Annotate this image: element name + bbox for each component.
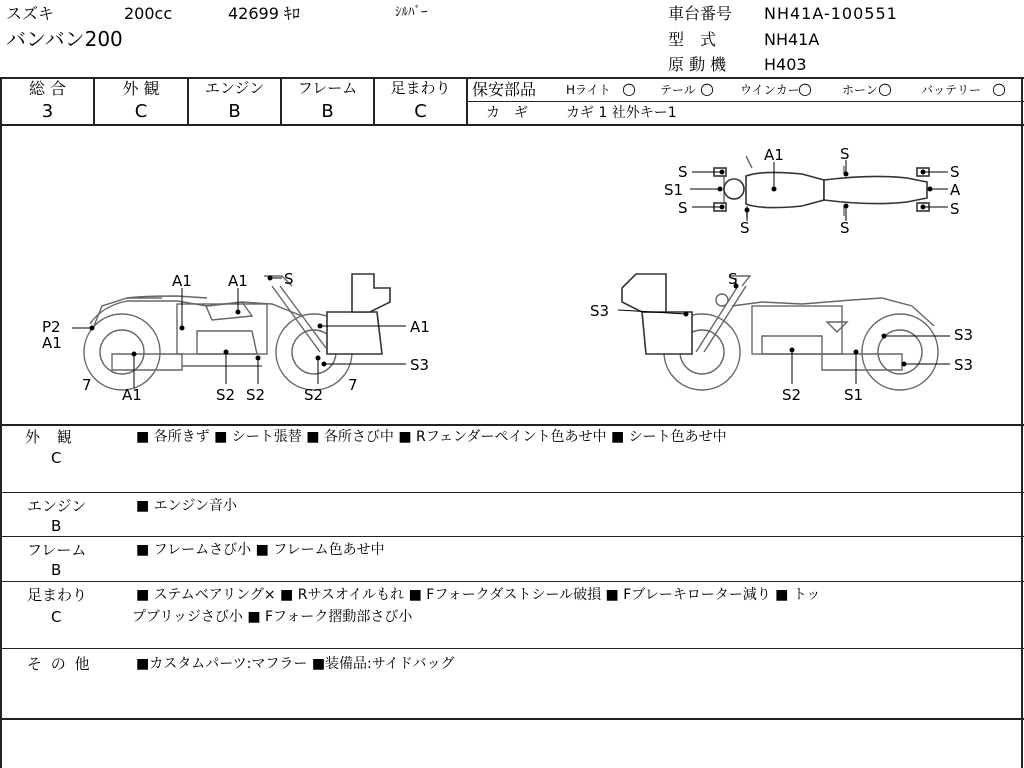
remark-exterior-label: 外 観 [25, 428, 78, 446]
left-label-s2-fork: S2 [304, 386, 324, 404]
top-label-s-top: S [840, 145, 850, 163]
left-label-a1-bag: A1 [410, 318, 430, 336]
remark-other-text: ■カスタムパーツ:マフラー ■装備品:サイドバッグ [136, 656, 455, 672]
top-label-s1: S1 [664, 181, 684, 199]
safety-item-winker: ウインカー [740, 83, 800, 97]
suspension-grade-label: 足まわり [390, 79, 451, 97]
right-label-s: S [728, 270, 738, 288]
safety-item-tail: テール [660, 83, 696, 97]
left-label-s3: S3 [410, 356, 430, 374]
top-label-s-rear-lower: S [950, 200, 960, 218]
displacement: 200cc [124, 4, 173, 23]
color: ｼﾙﾊﾞｰ [395, 5, 428, 20]
engine-label: 原 動 機 [668, 55, 727, 74]
frame-no-label: 車台番号 [668, 4, 733, 23]
key-label: カ ギ [486, 105, 528, 121]
top-label-s-rear-upper: S [950, 163, 960, 181]
mileage: 42699 ｷﾛ [228, 4, 300, 23]
overall-grade: 3 [41, 101, 54, 122]
left-label-7-front: 7 [348, 376, 358, 394]
key-value: カギ 1 社外キー1 [566, 105, 677, 121]
condition-diagram [2, 126, 1021, 424]
top-label-a1: A1 [764, 146, 784, 164]
remark-suspension-text-cont: プブリッジさび小 ■ Fフォーク摺動部さび小 [132, 609, 413, 625]
maker: スズキ [6, 4, 55, 23]
safety-mark-headlight: ○ [622, 79, 636, 98]
suspension-grade: C [414, 101, 427, 122]
engine-value: H403 [764, 55, 807, 74]
engine-grade-label: エンジン [204, 79, 265, 97]
safety-mark-battery: ○ [992, 79, 1006, 98]
right-label-s2: S2 [782, 386, 802, 404]
left-label-s: S [284, 270, 294, 288]
safety-mark-tail: ○ [700, 79, 714, 98]
remark-suspension-grade: C [51, 608, 62, 626]
safety-mark-horn: ○ [878, 79, 892, 98]
top-label-s-front-lower: S [678, 199, 688, 217]
left-label-a1-rear: A1 [42, 334, 62, 352]
model-name: バンバン200 [6, 27, 123, 51]
bike-top-view [664, 145, 961, 237]
top-label-s-bottom-a: S [740, 219, 750, 237]
frame-no: NH41A-100551 [764, 4, 898, 23]
right-label-s3-lower: S3 [954, 356, 974, 374]
left-label-a1-tank: A1 [228, 272, 248, 290]
remark-frame-label: フレーム [27, 541, 87, 559]
safety-item-headlight: Hライト [566, 83, 611, 97]
remark-engine-grade: B [51, 517, 62, 535]
left-label-7-rear: 7 [82, 376, 92, 394]
engine-grade: B [228, 101, 241, 122]
type-label: 型 式 [668, 30, 717, 49]
safety-item-horn: ホーン [842, 83, 878, 97]
exterior-label: 外 観 [122, 79, 160, 98]
right-label-s1: S1 [844, 386, 864, 404]
left-label-s2-frame: S2 [246, 386, 266, 404]
left-label-a1-muffler: A1 [122, 386, 142, 404]
exterior-grade: C [134, 101, 148, 122]
safety-mark-winker: ○ [798, 79, 812, 98]
remark-engine-text: ■ エンジン音小 [136, 498, 237, 514]
remark-suspension-text: ■ ステムベアリング× ■ Rサスオイルもれ ■ Fフォークダストシール破損 ■ Fブレーキローター減り ■ トッ [136, 587, 821, 603]
bike-left-view [42, 270, 430, 404]
safety-label: 保安部品 [472, 80, 537, 99]
type-value: NH41A [764, 30, 820, 49]
remark-suspension-label: 足まわり [27, 586, 88, 604]
top-label-a: A [950, 181, 961, 199]
bike-right-view [590, 270, 973, 404]
top-label-s-bottom-b: S [840, 219, 850, 237]
remark-other-label: そ の 他 [27, 655, 92, 673]
top-label-s-front-upper: S [678, 163, 688, 181]
safety-item-battery: バッテリー [921, 83, 982, 97]
remark-engine-label: エンジン [27, 497, 87, 515]
right-label-s3-upper: S3 [954, 326, 974, 344]
left-label-a1-seat: A1 [172, 272, 192, 290]
right-label-s3-bag: S3 [590, 302, 610, 320]
remark-frame-grade: B [51, 561, 62, 579]
left-label-p2: P2 [42, 318, 61, 336]
frame-grade-label: フレーム [297, 79, 358, 97]
left-label-s2-engine: S2 [216, 386, 236, 404]
remark-frame-text: ■ フレームさび小 ■ フレーム色あせ中 [136, 542, 385, 558]
overall-label: 総 合 [28, 79, 67, 98]
remark-exterior-text: ■ 各所きず ■ シート張替 ■ 各所さび中 ■ Rフェンダーペイント色あせ中 ■ シート色あせ中 [136, 429, 727, 445]
frame-grade: B [321, 101, 334, 122]
remark-exterior-grade: C [51, 449, 62, 467]
